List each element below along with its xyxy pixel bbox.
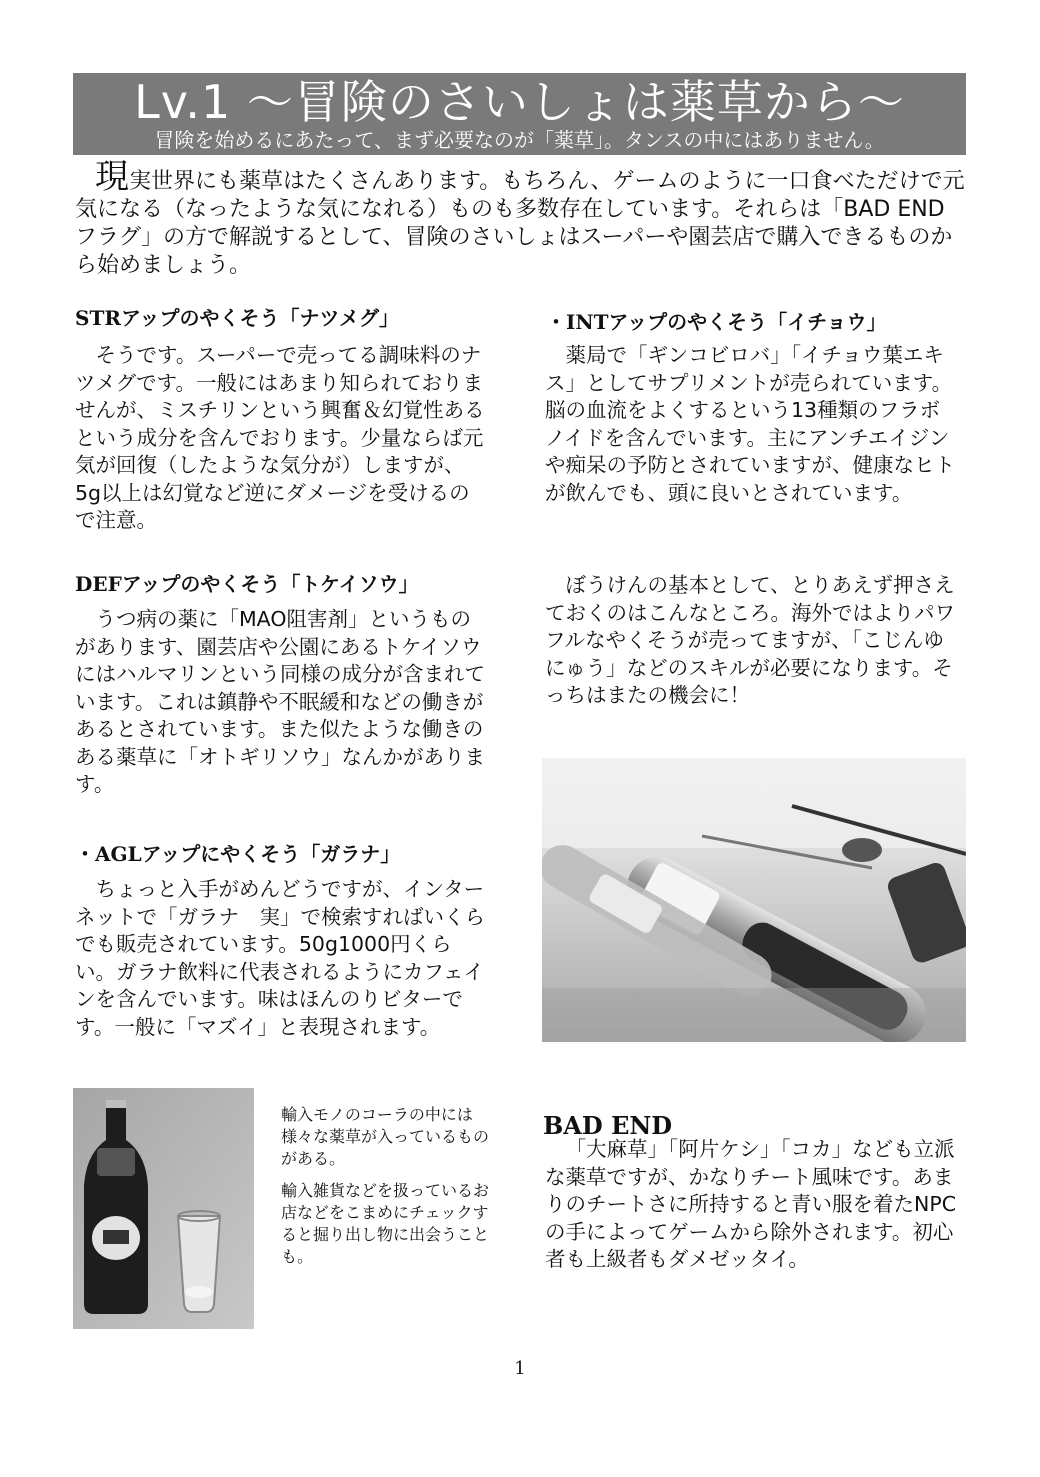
intro-text: 実世界にも薬草はたくさんあります。もちろん、ゲームのように一口食べただけで元気になる（なったような気になれる）ものも多数存在しています。それらは「BAD ENDフラグ」の方で解説するとして、冒険のさいしょはスーパーや園芸店で購入できるものから始めましょう。 <box>75 169 965 278</box>
agl-body: ちょっと入手がめんどうですが、インターネットで「ガラナ 実」で検索すればいくらでも販売されています。50g1000円くらい。ガラナ飲料に代表されるようにカフェインを含んでいます。味はほんのりビターです。一般に「マズイ」と表現されます。 <box>75 877 485 1039</box>
def-body: うつ病の薬に「MAO阻害剤」というものがあります、園芸店や公園にあるトケイソウにはハルマリンという同様の成分が含まれています。これは鎮静や不眠緩和などの働きがあるとされています。また似たような働きのある薬草に「オトギリソウ」なんかがあります。 <box>75 607 485 796</box>
caption-import-shops: 輸入雑貨などを扱っているお店などをこまめにチェックすると掘り出し物に出会うことも。 <box>281 1181 490 1266</box>
int-heading: ・INTアップのやくそう「イチョウ」 <box>546 310 887 334</box>
page-subtitle: 冒険を始めるにあたって、まず必要なのが「薬草」。タンスの中にはありません。 <box>154 128 885 152</box>
def-heading: DEFアップのやくそう「トケイソウ」 <box>75 572 419 596</box>
title-banner <box>73 73 966 155</box>
bad-end-heading: BAD END <box>543 1111 673 1140</box>
str-body: そうです。スーパーで売ってる調味料のナツメグです。一般にはあまり知られておりませんが、ミスチリンという興奮＆幻覚性あるという成分を含んでおります。少量ならば元気が回復（したような気分が）しますが、5g以上は幻覚など逆にダメージを受けるので注意。 <box>75 343 485 532</box>
caption-cola: 輸入モノのコーラの中には様々な薬草が入っているものがある。 <box>281 1105 490 1168</box>
agl-heading: ・AGLアップにやくそう「ガラナ」 <box>75 842 401 866</box>
str-heading: STRアップのやくそう「ナツメグ」 <box>75 306 399 330</box>
intro-paragraph <box>75 157 965 280</box>
test-tubes-photo <box>542 758 966 1042</box>
intro-dropcap: 現 <box>95 157 129 197</box>
cola-photo <box>73 1088 254 1329</box>
page-number: 1 <box>514 1358 526 1379</box>
int-body: 薬局で「ギンコビロバ」「イチョウ葉エキス」としてサプリメントが売られています。脳の血流をよくするという13種類のフラボノイドを含んでいます。主にアンチエイジンや痴呆の予防とされていますが、健康なヒトが飲んでも、頭に良いとされています。 <box>545 343 955 505</box>
page-title: Lv.1 〜冒険のさいしょは薬草から〜 <box>134 75 905 129</box>
basics-body: ぼうけんの基本として、とりあえず押さえておくのはこんなところ。海外ではよりパワフルなやくそうが売ってますが、「こじんゆにゅう」などのスキルが必要になります。そっちはまたの機会に！ <box>545 573 955 707</box>
bad-end-body: 「大麻草」「阿片ケシ」「コカ」なども立派な薬草ですが、かなりチート風味です。あまりのチートさに所持すると青い服を着たNPCの手によってゲームから除外されます。初心者も上級者もダメゼッタイ。 <box>545 1137 957 1271</box>
